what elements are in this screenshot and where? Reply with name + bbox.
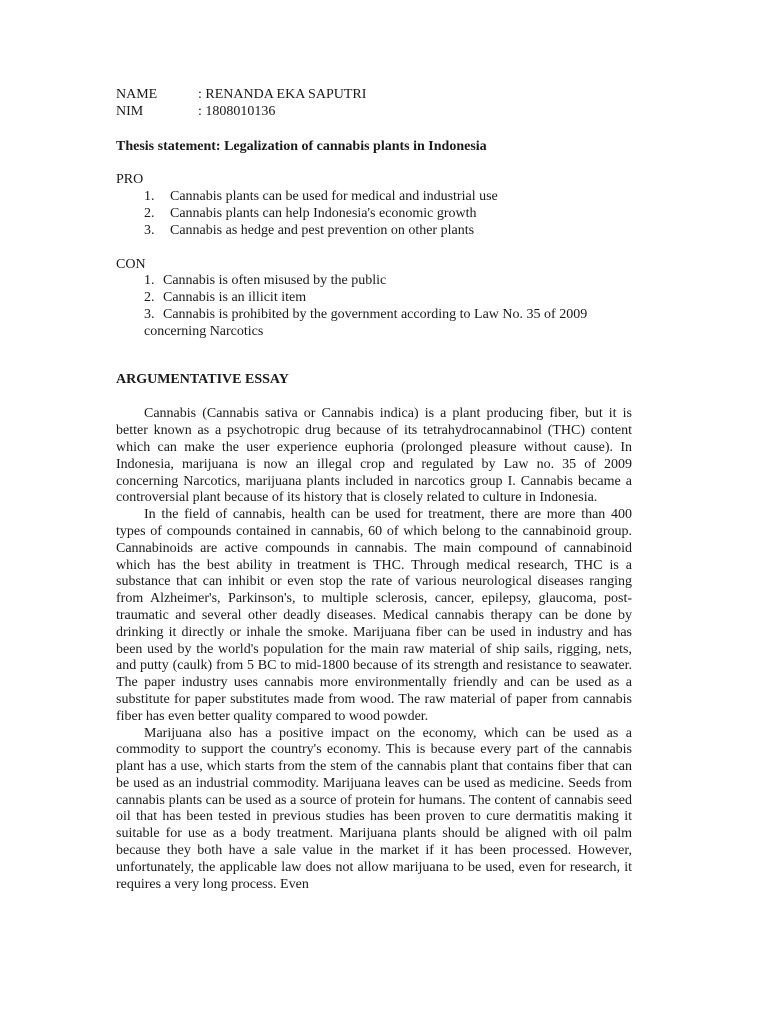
nim-label: NIM (116, 103, 144, 119)
list-text: Cannabis plants can help Indonesia's economic growth (170, 205, 477, 221)
list-number: 1. (144, 189, 155, 205)
list-item (116, 290, 632, 307)
list-item (116, 273, 632, 290)
pro-label: PRO (116, 172, 144, 188)
essay-paragraph: In the field of cannabis, health can be used for treatment, there are more than 400 types of compounds contained in cannabis, 60 of which belong to the cannabinoid group. Cannabinoids are active compounds in cannabis. The main compound of cannabinoid which has the best ability in treatment is THC. Through medical research, THC is a substance that can inhibit or even stop the rate of various neurological diseases ranging from Alzheimer's, Parkinson's, to multiple sclerosis, cancer, epilepsy, glaucoma, post-traumatic and several other deadly diseases. Medical cannabis therapy can be done by drinking it directly or inhale the smoke. Marijuana fiber can be used in industry and has been used by the world's population for the main raw material of ship sails, rigging, nets, and putty (caulk) from 5 BC to mid-1800 because of its strength and resistance to seawater. The paper industry uses cannabis more environmentally friendly and can be used as a substitute for paper substitutes made from wood. The raw material of paper from cannabis fiber has even better quality compared to wood powder. (116, 507, 632, 724)
list-number: 1. (144, 273, 155, 289)
list-item (116, 223, 632, 240)
list-number: 2. (144, 290, 155, 306)
list-number: 2. (144, 205, 155, 221)
list-text: Cannabis is often misused by the public (163, 273, 387, 289)
name-value: : RENANDA EKA SAPUTRI (198, 87, 367, 102)
con-label: CON (116, 256, 146, 272)
nim-row (116, 104, 632, 121)
list-item (116, 307, 632, 341)
list-item (116, 189, 632, 206)
name-label: NAME (116, 87, 158, 102)
thesis-statement: Thesis statement: Legalization of cannabis plants in Indonesia (116, 138, 487, 154)
list-text: Cannabis is an illicit item (163, 290, 307, 306)
list-item (116, 206, 632, 223)
document-content (116, 87, 632, 893)
essay-paragraph: Marijuana also has a positive impact on the economy, which can be used as a commodity to support the country's economy. This is because every part of the cannabis plant has a use, which starts from the stem of the cannabis plant that contains fiber that can be used as an industrial commodity. Marijuana leaves can be used as medicine. Seeds from cannabis plants can be used as a source of protein for humans. The content of cannabis seed oil that has been tested in previous studies has been proven to cure dermatitis making it suitable for use as a body treatment. Marijuana plants should be aligned with oil palm because they both have a sale value in the market if it has been processed. However, unfortunately, the applicable law does not allow marijuana to be used, even for research, it requires a very long process. Even (116, 725, 632, 892)
name-row (116, 87, 632, 104)
essay-paragraph: Cannabis (Cannabis sativa or Cannabis indica) is a plant producing fiber, but it is better known as a psychotropic drug because of its tetrahydrocannabinol (THC) content which can make the user experience euphoria (prolonged pleasure without cause). In Indonesia, marijuana is now an illegal crop and regulated by Law no. 35 of 2009 concerning Narcotics, marijuana plants included in narcotics group I. Cannabis became a controversial plant because of its history that is closely related to culture in Indonesia. (116, 406, 632, 506)
con-list (116, 273, 632, 340)
essay-title: ARGUMENTATIVE ESSAY (116, 371, 289, 387)
pro-list (116, 189, 632, 239)
list-text: Cannabis plants can be used for medical and industrial use (170, 189, 498, 205)
list-text: Cannabis as hedge and pest prevention on other plants (170, 222, 475, 238)
list-number: 3. (144, 306, 155, 322)
student-info (116, 87, 632, 121)
list-number: 3. (144, 222, 155, 238)
list-text: Cannabis is prohibited by the government according to Law No. 35 of 2009 concerning Narcotics (144, 306, 588, 339)
essay-body (116, 406, 632, 893)
nim-value: : 1808010136 (198, 103, 276, 119)
